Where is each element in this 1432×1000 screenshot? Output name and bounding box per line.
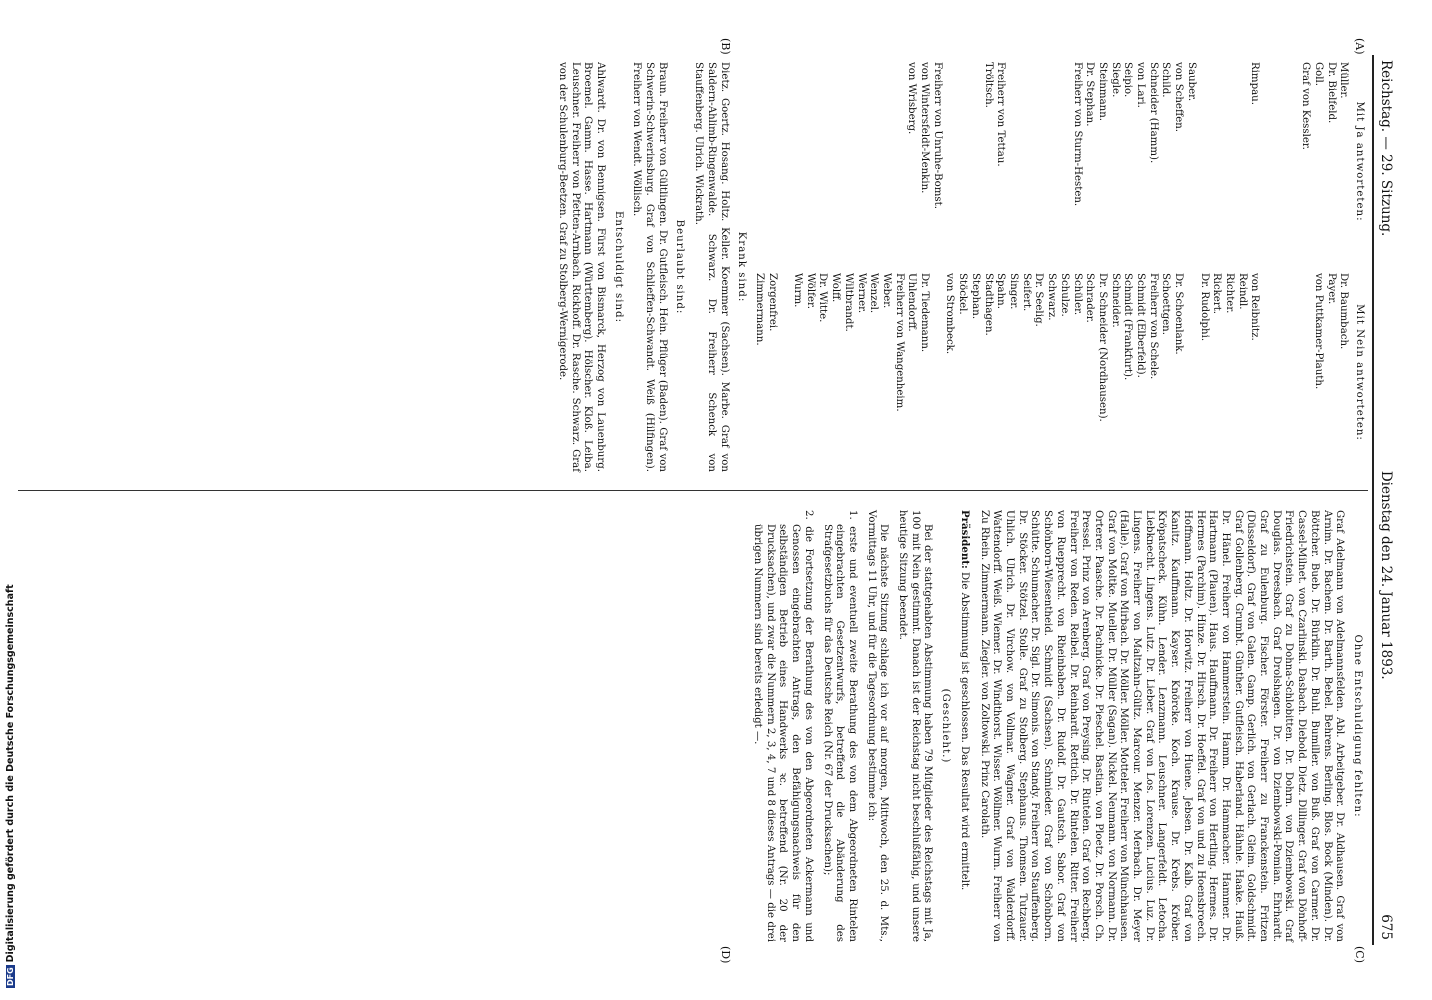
voter-name: Freiherr von Wangenheim. bbox=[893, 273, 905, 412]
nein-list bbox=[752, 273, 1368, 472]
voter-name: Weber. bbox=[880, 273, 892, 309]
voter-name bbox=[1298, 273, 1311, 472]
voter-name: Singer. bbox=[1008, 273, 1020, 310]
voter-name: Schneider (Hamm). bbox=[1147, 62, 1159, 164]
agenda-item-1: 1. erste und eventuell zweite Berathung des von dem Abgeordneten Rintelen eingebrachten Gesetzentwurfs, betreffend die Abänderung des Strafgesetzbuchs für das Deutsche Reich (Nr. 67 der Drucksachen); bbox=[821, 510, 858, 942]
voter-name: Wolff. bbox=[830, 273, 842, 303]
footer-text: Digitalisierung gefördert durch die Deutsche Forschungsgemeinschaft bbox=[5, 584, 16, 963]
right-column bbox=[8, 510, 1368, 942]
voter-name: Dr. Rudolphi. bbox=[1198, 273, 1210, 342]
voter-name: von Lari. bbox=[1135, 62, 1147, 108]
voter-name: Siegle. bbox=[1109, 62, 1121, 98]
voter-name bbox=[1057, 62, 1070, 261]
voter-name: Seipio. bbox=[1122, 62, 1134, 98]
voter-name: Wurm. bbox=[792, 273, 804, 308]
praesident-text: Die Abstimmung ist geschlossen. Das Resultat wird ermittelt. bbox=[958, 571, 970, 891]
voter-name: Richter. bbox=[1223, 273, 1235, 314]
voter-name: Zorgenfrei. bbox=[766, 273, 778, 332]
header-left: Reichstag. — 29. Sitzung. bbox=[1378, 60, 1394, 237]
voter-name: von Strombeck. bbox=[944, 273, 956, 355]
voter-name: Müller. bbox=[1338, 62, 1350, 99]
voter-name: Payer. bbox=[1325, 273, 1337, 305]
voter-name: Schrader. bbox=[1084, 273, 1096, 323]
voter-name bbox=[1210, 62, 1223, 261]
voter-name bbox=[1273, 273, 1286, 472]
voter-name bbox=[1286, 273, 1299, 472]
voter-name: Seifert. bbox=[1020, 273, 1032, 312]
voter-name bbox=[1260, 62, 1273, 261]
voter-name: Tröltsch. bbox=[982, 62, 994, 108]
voter-name: Schoettgen. bbox=[1160, 273, 1172, 335]
voter-name: Werner. bbox=[855, 273, 867, 314]
voter-name bbox=[930, 273, 943, 472]
ohne-heading: Ohne Entschuldigung fehlten: bbox=[1352, 634, 1363, 818]
voter-name: von Wintersfeldt-Menkin. bbox=[919, 62, 931, 194]
nein-names bbox=[752, 273, 1349, 472]
next-session-text: Die nächste Sitzung schlage ich vor auf morgen, Mittwoch, den 25. d. Mts., Vormittags 11 Uhr, und für die Tagesordnung bestimme ich: bbox=[865, 510, 890, 942]
voter-name: von Scheffen. bbox=[1173, 62, 1185, 133]
voter-name: Goll. bbox=[1312, 62, 1324, 87]
voter-name bbox=[1260, 273, 1273, 472]
voter-name bbox=[1184, 273, 1197, 472]
voter-name: Dr. Tiedemann. bbox=[919, 273, 931, 353]
left-column bbox=[8, 62, 1368, 472]
voter-name bbox=[968, 62, 981, 261]
voter-name: Sauber. bbox=[1185, 62, 1197, 102]
voter-name: Wenzel. bbox=[868, 273, 880, 314]
voter-name: von Reibnitz. bbox=[1249, 273, 1261, 341]
voter-name bbox=[778, 273, 791, 472]
voter-name: Freiherr von Sturm-Hesten. bbox=[1071, 62, 1083, 207]
voter-name: Stöckel. bbox=[957, 273, 969, 315]
beurlaubt-text: Braun. Freiherr von Gültlingen. Dr. Gutfleisch. Hein. Pflüger (Baden). Graf von Schwerin-Schwerinsburg. Graf von Schlieffen-Schwandt. Weiß (Hilfingen). Freiherr von Wendt. Wöllisch. bbox=[631, 62, 668, 472]
entschuldigt-text: Ahlwardt. Dr. von Bennigsen. Fürst von Bismarck, Herzog von Lauenburg. Broemel. Gamm. Hasse. Hartmann (Württemberg). Hölscher. Kloß. Leiba. Leuschner. Freiherr von Pfetten-Arnbach. Rickhoff. Dr. Rasche. Schwarz. Graf von der Schulenburg-Beetzen. Graf zu Stolberg-Wernigerode. bbox=[556, 62, 606, 472]
voter-name bbox=[1044, 62, 1057, 261]
voter-name: Uhlendorff. bbox=[906, 273, 918, 332]
voter-name: von Puttkamer-Plauth. bbox=[1312, 273, 1324, 390]
voter-name: Stephan. bbox=[969, 273, 981, 320]
vote-lists bbox=[752, 62, 1368, 472]
voter-name: Schulze. bbox=[1058, 273, 1070, 317]
voter-name: Dr. Bielfeld. bbox=[1325, 62, 1337, 124]
voter-name: Dr. Baumbach. bbox=[1338, 273, 1350, 350]
header-rule bbox=[1372, 55, 1374, 945]
voter-name: Dr. Schneider (Nordhausen). bbox=[1096, 273, 1108, 422]
voter-name: Freiherr von Unruhe-Bomst. bbox=[931, 62, 943, 209]
krank-text: Dietz. Goertz. Hosang. Holtz. Keller. Koemmer (Sachsen). Marbe. Graf von Saldern-Ahlimb-Ringenwalde. Schwarz. Dr. Freiherr Schenck von Stauffenberg. Ulrich. Wickrath. bbox=[693, 62, 730, 472]
voter-name: Schmidt (Elberfeld). bbox=[1135, 273, 1147, 378]
ja-list bbox=[752, 62, 1368, 261]
voter-name: Rimpau. bbox=[1249, 62, 1261, 105]
praesident-paragraph bbox=[957, 510, 971, 942]
nein-heading: Mit Nein antworteten: bbox=[1354, 304, 1365, 441]
dfg-footer bbox=[1, 584, 23, 988]
voter-name: Wiltbrandt. bbox=[842, 273, 854, 332]
page-number: 675 bbox=[1378, 914, 1394, 940]
voter-name: Schüler. bbox=[1071, 273, 1083, 316]
marker-b: (B) bbox=[719, 38, 732, 55]
voter-name: Reindl. bbox=[1236, 273, 1248, 310]
dfg-logo: DFG bbox=[6, 967, 15, 986]
krank-heading: Krank sind: bbox=[736, 231, 748, 303]
marker-a: (A) bbox=[1353, 38, 1366, 55]
voter-name: Dr. Seelig. bbox=[1033, 273, 1045, 327]
voter-name: Schwarz. bbox=[1046, 273, 1058, 321]
voter-name bbox=[1222, 62, 1235, 261]
voter-name: Wölfer. bbox=[804, 273, 816, 309]
header-center: Dienstag den 24. Januar 1893. bbox=[1378, 470, 1394, 680]
voter-name bbox=[1197, 62, 1210, 261]
running-header bbox=[1378, 60, 1410, 940]
praesident-label: Präsident: bbox=[958, 510, 971, 569]
voter-name bbox=[943, 62, 956, 261]
voter-name bbox=[1032, 62, 1045, 261]
entschuldigt-heading: Entschuldigt sind: bbox=[612, 210, 624, 324]
voter-name bbox=[1286, 62, 1299, 261]
voter-name: Dr. Witte. bbox=[817, 273, 829, 323]
voter-name: Rickert. bbox=[1211, 273, 1223, 315]
ja-heading: Mit Ja antworteten: bbox=[1354, 101, 1365, 222]
voter-name: Schild. bbox=[1160, 62, 1172, 98]
voter-name: von Wrisberg. bbox=[906, 62, 918, 135]
ja-names bbox=[905, 62, 1350, 261]
marker-d: (D) bbox=[719, 946, 732, 964]
voter-name: Spahn. bbox=[995, 273, 1007, 309]
voter-name: Steinmann. bbox=[1096, 62, 1108, 122]
voter-name: Dr. Schoenlank. bbox=[1173, 273, 1185, 355]
agenda-item-2: 2. die Fortsetzung der Berathung des von den Abgeordneten Ackermann und Genossen eingebrachten Antrags, den Befähigungsnachweis für den selbständigen Betrieb eines Handwerks ꝛc. betreffend (Nr. 20 der Drucksachen), und zwar die Nummern 2, 3, 4, 7 und 8 dieses Antrags — die drei übrigen Nummern sind bereits erledigt —. bbox=[752, 510, 814, 942]
voter-name: Dr. Stephan. bbox=[1084, 62, 1096, 127]
pause-note: (Geschieht.) bbox=[940, 688, 952, 764]
result-text: Bei der stattgehabten Abstimmung haben 79 Mitglieder des Reichstags mit Ja, 100 mit Nein gestimmt. Danach ist der Reichstag nicht beschlußfähig, und unsere heutige Sitzung beendet. bbox=[897, 510, 934, 942]
voter-name bbox=[1019, 62, 1032, 261]
voter-name bbox=[1273, 62, 1286, 261]
marker-c: (C) bbox=[1353, 946, 1366, 963]
beurlaubt-heading: Beurlaubt sind: bbox=[674, 219, 686, 315]
voter-name: Zimmermann. bbox=[753, 273, 765, 346]
voter-name bbox=[956, 62, 969, 261]
voter-name bbox=[1006, 62, 1019, 261]
voter-name bbox=[1235, 62, 1248, 261]
voter-name: Schmidt (Frankfurt). bbox=[1122, 273, 1134, 381]
voter-name: Schneider. bbox=[1109, 273, 1121, 328]
voter-name: Freiherr von Schele. bbox=[1147, 273, 1159, 380]
voter-name: Stadthagen. bbox=[982, 273, 994, 336]
ohne-text: Graf Adelmann von Adelmannsfelden. Abl. Arbeitgeber. Dr. Aldhausen. Graf von Arnim. Dr. Bachem. Dr. Barth. Bebel. Behrens. Berling. Blos. Bock (Minden). Dr. Böttcher. Bueb. Dr. Bürklin. Dr. Buhl. Bumiller. von Buß. Graf von Carmer. Dr. Cassel-Milnet. von Czarlinski. Dasbach. Diebold. Dietz. Dillinger. Graf von Dönhoff-Friedrichstein. Graf zu Dohna-Schlobitten. Dr. Dohrn. von Dziembowski. Graf Douglas. Dreesbach. Graf Drolshagen. Dr. von Dziembowski-Pomian. Ehrhardt. Graf zu Eulenburg. Fischer. Förster. Freiherr zu Franckenstein. Fritzen (Düsseldorf). Graf von Galen. Gamp. Gerlich. von Gerlach. Gleim. Goldschmidt. Graf Gollenberg. Grumbt. Günther. Gutfleisch. Haberland. Hähnle. Haake. Hauß. Dr. Hänel. Freiherr von Hammerstein. Hamm. Dr. Hammacher. Hammer. Dr. Hartmann (Plauen). Haus. Hauffmann. Dr. Freiherr von Hertling. Hermes. Dr. Hermes (Parchim). Hinze. Dr. Hirsch. Dr. Hoeffel. Graf von und zu Hoensbroech. Hoffmann. Holtz. Dr. Horwitz. Freiherr von Huene. Jebsen. Dr. Kalb. Graf von Kanitz. Kauffmann. Kayser. Knörcke. Koch. Krause. Dr. Krebs. Kröber. Kröpatscheck. Kühn. Lender. Lenzmann. Leuschner. Langerfeldt. Letocha. Liebknecht. Lingens. Lutz. Dr. Lieber. Graf von Los. Lorenzen. Lucius. Luz. Dr. Lingens. Freiherr von Maltzahn-Gültz. Marcour. Menzer. Merbach. Dr. Meyer (Halle). Graf von Mirbach. Dr. Möller. Möller. Motteler. Freiherr von Münchhausen. Graf von Moltke. Mueller. Dr. Müller (Sagan). Nickel. Neumann. von Normann. Dr. Orterer. Paasche. Dr. Pachnicke. Dr. Pieschel. Bastian. von Ploetz. Dr. Porsch. Ch. Pressel. Prinz von Arenberg. Graf von Preysing. Dr. Rintelen. Graf von Rechberg. Freiherr von Reden. Reibel. Dr. Reinhardt. Rettich. Dr. Rintelen. Ritter. Freiherr von Ruepprecht. von Rheinbaben. Dr. Rudolf. Dr. Gautsch. Sabor. Graf von Schönborn-Wiesentheid. Schmidt (Sachsen). Schmieder. Graf von Schönborn. Schütte. Schumacher. Dr. Sigl. Dr. Simonis. von Standy. Freiherr von Stauffenberg. Dr. Stöcker. Stötzel. Stolle. Graf zu Stolberg. Stephanus. Thomsen. Tutzauer. Uhlich. Ulrich. Dr. Virchow. von Vollmar. Wagner. Graf von Walderdorff. Wattendorff. Weiß. Wiemer. Dr. Windthorst. Wisser. Wöllmer. Wurm. Freiherr von Zu Rhein. Zimmermann. Ziegler. von Zoltowski. Prinz Carolath. bbox=[978, 510, 1346, 942]
voter-name: Freiherr von Tettau. bbox=[995, 62, 1007, 167]
voter-name: Graf von Kessler. bbox=[1300, 62, 1312, 150]
column-divider bbox=[18, 490, 1368, 491]
